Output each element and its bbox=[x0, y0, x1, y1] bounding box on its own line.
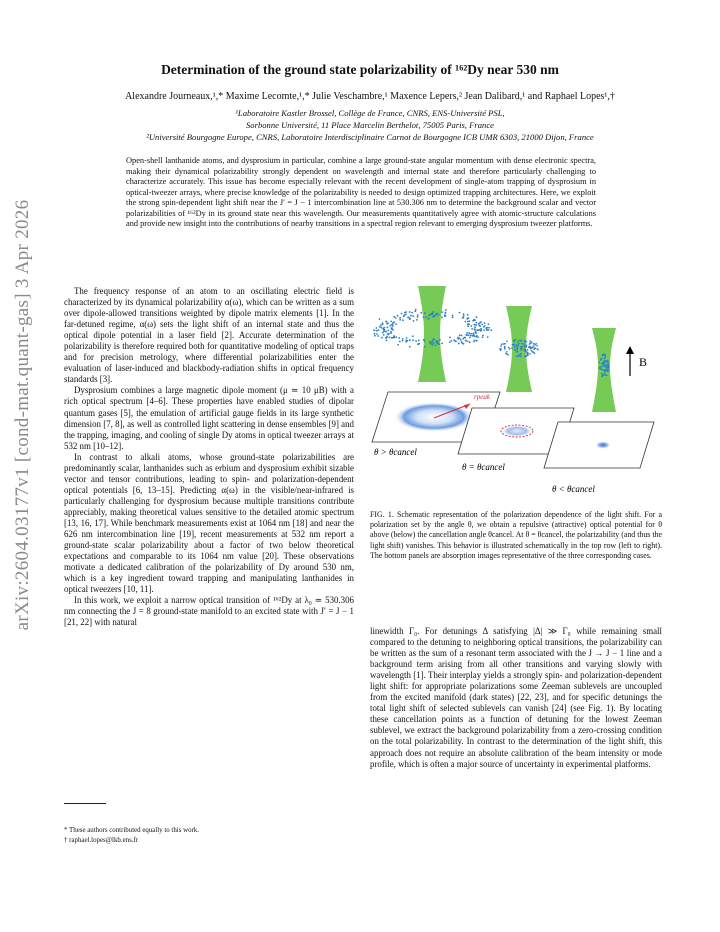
field-arrowhead bbox=[626, 346, 634, 354]
atom-dot bbox=[386, 323, 388, 325]
atom-dot bbox=[517, 344, 519, 346]
atom-dot bbox=[607, 367, 609, 369]
atom-dot bbox=[429, 343, 431, 345]
atom-dot bbox=[424, 312, 426, 314]
atom-dot bbox=[462, 338, 464, 340]
atom-dot bbox=[482, 335, 484, 337]
footnote-rule bbox=[64, 803, 106, 804]
atom-dot bbox=[462, 317, 464, 319]
atom-dot bbox=[433, 315, 435, 317]
atom-dot bbox=[397, 344, 399, 346]
absorption-ring-image bbox=[394, 402, 474, 432]
label-theta-equal: θ = θcancel bbox=[462, 462, 505, 472]
atom-dot bbox=[511, 347, 513, 349]
atom-dot bbox=[529, 346, 531, 348]
footnote-equal-contribution: * These authors contributed equally to this work. bbox=[64, 827, 199, 834]
atom-dot bbox=[514, 349, 516, 351]
atom-dot bbox=[376, 330, 378, 332]
atom-dot bbox=[474, 326, 476, 328]
atom-dot bbox=[395, 323, 397, 325]
atom-dot bbox=[475, 324, 477, 326]
atom-dot bbox=[459, 334, 461, 336]
atom-dot bbox=[417, 316, 419, 318]
atom-dot bbox=[516, 347, 518, 349]
atom-dot bbox=[378, 329, 380, 331]
atom-dot bbox=[387, 330, 389, 332]
atom-dot bbox=[445, 312, 447, 314]
atom-dot bbox=[603, 364, 605, 366]
atom-dot bbox=[525, 347, 527, 349]
atom-dot bbox=[604, 357, 606, 359]
atom-dot bbox=[475, 322, 477, 324]
atom-dot bbox=[607, 360, 609, 362]
atom-dot bbox=[386, 339, 388, 341]
atom-dot bbox=[470, 325, 472, 327]
atom-dot bbox=[515, 345, 517, 347]
atom-dot bbox=[604, 371, 606, 373]
atom-dot bbox=[433, 342, 435, 344]
atom-dot bbox=[409, 346, 411, 348]
atom-dot bbox=[533, 345, 535, 347]
atom-dot bbox=[475, 332, 477, 334]
atom-dot bbox=[486, 327, 488, 329]
atom-dot bbox=[402, 338, 404, 340]
atom-dot bbox=[418, 343, 420, 345]
atom-dot bbox=[599, 361, 601, 363]
atom-dot bbox=[529, 340, 531, 342]
atom-dot bbox=[379, 326, 381, 328]
atom-dot bbox=[467, 314, 469, 316]
paragraph-linewidth: linewidth Γ₀. For detunings Δ satisfying |Δ| ≫ Γ₀ while remaining small compared to the detuning to neighboring optical transitions, the polarizability can be written as the sum of a resonant term associated with the J → J − 1 line and a background term arising from all other transitions and varying slowly with wavelength [1]. Their interplay yields a strongly spin- and polarization-dependent light shift: for appropriate polarizations some Zeeman sublevels are uncoupled from the excited manifold (dark states) [22, 23], and for specific detunings the total light shift of selected sublevels can vanish [24] (see Fig. 1). By locating these cancellation points as a function of detuning for the lowest Zeeman sublevel, we extract the background polarizability from a zero-crossing condition on the total polarizability. In contrast to the determination of the light shift, this approach does not require an absolute calibration of the beam intensity or mode profile, which is often a major source of uncertainty in experimental platforms. bbox=[370, 626, 662, 769]
atom-dot bbox=[471, 328, 473, 330]
atom-dot bbox=[520, 354, 522, 356]
atom-dot bbox=[415, 309, 417, 311]
atom-dot bbox=[606, 374, 608, 376]
absorption-diffuse-image bbox=[501, 425, 533, 437]
atom-dot bbox=[516, 351, 518, 353]
atom-dot bbox=[473, 324, 475, 326]
affiliation-2: ²Université Bourgogne Europe, CNRS, Laboratoire Interdisciplinaire Carnot de Bourgogne ICB UMR 6303, 21000 Dijon, France bbox=[146, 132, 594, 142]
atom-dot bbox=[429, 314, 431, 316]
atom-dot bbox=[458, 343, 460, 345]
atom-dot bbox=[486, 329, 488, 331]
atom-dot bbox=[399, 319, 401, 321]
atom-dot bbox=[466, 334, 468, 336]
atom-dot bbox=[483, 326, 485, 328]
atom-dot bbox=[603, 373, 605, 375]
atom-dot bbox=[506, 340, 508, 342]
atom-dot bbox=[480, 328, 482, 330]
absorption-dense-spot bbox=[595, 441, 611, 449]
atom-dot bbox=[517, 346, 519, 348]
atom-dot bbox=[602, 369, 604, 371]
atom-dot bbox=[405, 314, 407, 316]
atom-dot bbox=[520, 340, 522, 342]
atom-dot bbox=[412, 335, 414, 337]
atom-dot bbox=[409, 339, 411, 341]
atom-dot bbox=[501, 343, 503, 345]
atom-dot bbox=[536, 345, 538, 347]
atom-dot bbox=[376, 333, 378, 335]
atom-dot bbox=[506, 353, 508, 355]
atom-dot bbox=[399, 317, 401, 319]
atom-dot bbox=[474, 329, 476, 331]
atom-dot bbox=[454, 340, 456, 342]
atom-dot bbox=[423, 316, 425, 318]
atom-dot bbox=[602, 374, 604, 376]
atom-dot bbox=[601, 363, 603, 365]
atom-dot bbox=[605, 364, 607, 366]
tweezer-beam-above bbox=[418, 286, 446, 382]
atom-dot bbox=[412, 315, 414, 317]
atom-dot bbox=[389, 325, 391, 327]
atom-dot bbox=[438, 314, 440, 316]
atom-dot bbox=[435, 340, 437, 342]
atom-dot bbox=[412, 339, 414, 341]
atom-dot bbox=[602, 366, 604, 368]
atom-dot bbox=[413, 320, 415, 322]
atom-dot bbox=[436, 312, 438, 314]
atom-dot bbox=[444, 314, 446, 316]
atom-dot bbox=[392, 325, 394, 327]
atom-dot bbox=[383, 327, 385, 329]
atom-dot bbox=[608, 365, 610, 367]
atom-dot bbox=[426, 316, 428, 318]
atom-dot bbox=[515, 339, 517, 341]
atom-dot bbox=[524, 343, 526, 345]
atom-dot bbox=[406, 337, 408, 339]
atom-dot bbox=[470, 335, 472, 337]
atom-dot bbox=[600, 368, 602, 370]
atom-dot bbox=[467, 323, 469, 325]
paper-title: Determination of the ground state polarizability of ¹⁶²Dy near 530 nm bbox=[161, 62, 559, 77]
atom-dot bbox=[484, 322, 486, 324]
atom-dot bbox=[374, 330, 376, 332]
figure-1-caption: FIG. 1. Schematic representation of the polarization dependence of the light shift. For a polarization set by the angle θ, we obtain a repulsive (attractive) optical potential for θ above (below) the cancellation angle θcancel. At θ = θcancel, the polarizability (and thus the light shift) vanishes. This behavior is illustrated schematically in the top row (left to right). The bottom panels are absorption images representative of the three corresponding cases. bbox=[370, 510, 662, 560]
atom-dot bbox=[389, 337, 391, 339]
atom-dot bbox=[603, 353, 605, 355]
atom-dot bbox=[480, 321, 482, 323]
atom-dot bbox=[393, 335, 395, 337]
atom-dot bbox=[520, 346, 522, 348]
figure-1-svg bbox=[362, 284, 662, 502]
atom-dot bbox=[520, 356, 522, 358]
atom-dot bbox=[460, 339, 462, 341]
atom-dot bbox=[526, 345, 528, 347]
atom-dot bbox=[602, 355, 604, 357]
atom-dot bbox=[478, 323, 480, 325]
author-list: Alexandre Journeaux,¹,* Maxime Lecomte,¹,* Julie Veschambre,¹ Maxence Lepers,² Jean Dalibard,¹ and Raphael Lopes¹,† bbox=[125, 91, 615, 102]
atom-dot bbox=[384, 329, 386, 331]
atom-dot bbox=[435, 345, 437, 347]
atom-dot bbox=[461, 335, 463, 337]
atom-dot bbox=[433, 311, 435, 313]
label-theta-above: θ > θcancel bbox=[374, 447, 417, 457]
atom-dot bbox=[469, 337, 471, 339]
atom-dot bbox=[517, 351, 519, 353]
atom-dot bbox=[429, 341, 431, 343]
label-theta-below: θ < θcancel bbox=[552, 484, 595, 494]
atom-dot bbox=[527, 352, 529, 354]
atom-dot bbox=[459, 337, 461, 339]
atom-dot bbox=[411, 312, 413, 314]
atom-dot bbox=[513, 340, 515, 342]
atom-dot bbox=[474, 340, 476, 342]
atom-dot bbox=[397, 315, 399, 317]
atom-dot bbox=[516, 349, 518, 351]
atom-dot bbox=[506, 351, 508, 353]
atom-dot bbox=[466, 332, 468, 334]
atom-dot bbox=[381, 337, 383, 339]
atom-dot bbox=[393, 316, 395, 318]
atom-dot bbox=[529, 343, 531, 345]
atom-dot bbox=[459, 312, 461, 314]
atom-dot bbox=[475, 336, 477, 338]
atom-dot bbox=[600, 359, 602, 361]
atom-dot bbox=[487, 336, 489, 338]
atom-dot bbox=[490, 329, 492, 331]
atom-dot bbox=[420, 312, 422, 314]
atom-dot bbox=[398, 337, 400, 339]
atom-dot bbox=[402, 340, 404, 342]
atom-dot bbox=[601, 373, 603, 375]
atom-dot bbox=[416, 319, 418, 321]
atom-dot bbox=[392, 322, 394, 324]
atom-dot bbox=[380, 324, 382, 326]
atom-dot bbox=[519, 355, 521, 357]
atom-dot bbox=[468, 334, 470, 336]
atom-dot bbox=[391, 327, 393, 329]
atom-dot bbox=[441, 317, 443, 319]
atom-dot bbox=[391, 337, 393, 339]
atom-dot bbox=[466, 318, 468, 320]
atom-dot bbox=[445, 309, 447, 311]
atom-dot bbox=[405, 311, 407, 313]
atom-dot bbox=[607, 370, 609, 372]
atom-dot bbox=[604, 370, 606, 372]
atom-dot bbox=[524, 356, 526, 358]
atom-dot bbox=[390, 331, 392, 333]
atom-dot bbox=[529, 353, 531, 355]
atom-dot bbox=[468, 320, 470, 322]
atom-dot bbox=[477, 336, 479, 338]
atom-dot bbox=[461, 341, 463, 343]
atom-dot bbox=[474, 335, 476, 337]
atom-dot bbox=[513, 344, 515, 346]
atom-dot bbox=[478, 325, 480, 327]
atom-dot bbox=[517, 341, 519, 343]
body-left-column bbox=[64, 286, 354, 628]
atom-dot bbox=[390, 321, 392, 323]
atom-dot bbox=[451, 340, 453, 342]
atom-dot bbox=[386, 336, 388, 338]
atom-dot bbox=[608, 363, 610, 365]
atom-dot bbox=[415, 340, 417, 342]
atom-dot bbox=[517, 356, 519, 358]
footnote-email: † raphael.lopes@lkb.ens.fr bbox=[64, 837, 139, 844]
atom-dot bbox=[377, 335, 379, 337]
atom-dot bbox=[449, 337, 451, 339]
atom-dot bbox=[439, 343, 441, 345]
atom-dot bbox=[476, 340, 478, 342]
atom-dot bbox=[428, 317, 430, 319]
atom-dot bbox=[604, 360, 606, 362]
atom-dot bbox=[500, 349, 502, 351]
atom-dot bbox=[488, 329, 490, 331]
atom-dot bbox=[533, 343, 535, 345]
atom-dot bbox=[382, 323, 384, 325]
atom-dot bbox=[463, 343, 465, 345]
atom-dot bbox=[467, 325, 469, 327]
atom-dot bbox=[503, 343, 505, 345]
atom-dot bbox=[441, 343, 443, 345]
atom-dot bbox=[424, 346, 426, 348]
atom-dot bbox=[376, 327, 378, 329]
atom-dot bbox=[379, 318, 381, 320]
atom-dot bbox=[414, 311, 416, 313]
atom-dot bbox=[374, 335, 376, 337]
atom-dot bbox=[504, 347, 506, 349]
atom-dot bbox=[482, 337, 484, 339]
atom-dot bbox=[385, 321, 387, 323]
affiliation-1-line-2: Sorbonne Université, 11 Place Marcelin Berthelot, 75005 Paris, France bbox=[246, 120, 494, 130]
atom-dot bbox=[521, 343, 523, 345]
atom-dot bbox=[476, 316, 478, 318]
atom-dot bbox=[603, 362, 605, 364]
atom-dot bbox=[452, 316, 454, 318]
atom-dot bbox=[531, 342, 533, 344]
atom-dot bbox=[604, 355, 606, 357]
atom-dot bbox=[464, 337, 466, 339]
atom-dot bbox=[402, 319, 404, 321]
atom-dot bbox=[534, 344, 536, 346]
atom-dot bbox=[395, 317, 397, 319]
atom-dot bbox=[437, 340, 439, 342]
atom-dot bbox=[499, 348, 501, 350]
atom-dot bbox=[488, 323, 490, 325]
atom-dot bbox=[403, 314, 405, 316]
atom-dot bbox=[387, 333, 389, 335]
atom-dot bbox=[533, 351, 535, 353]
atom-dot bbox=[395, 336, 397, 338]
atom-dot bbox=[401, 313, 403, 315]
atom-dot bbox=[522, 349, 524, 351]
atom-dot bbox=[531, 350, 533, 352]
paragraph-dysprosium: Dysprosium combines a large magnetic dipole moment (μ ≃ 10 μB) with a rich optical spectrum [4–6]. These properties have enabled studies of dipolar quantum gases [5], the emulation of artificial gauge fields in its large synthetic dimension [7, 8], as well as controlled light scattering in dense ensembles [9] and the trapping, imaging, and cooling of single Dy atoms in optical tweezer arrays at 532 nm [10–12]. bbox=[64, 385, 354, 451]
atom-dot bbox=[383, 334, 385, 336]
atom-dot bbox=[432, 313, 434, 315]
atom-dot bbox=[508, 347, 510, 349]
atom-dot bbox=[399, 341, 401, 343]
atom-dot bbox=[381, 327, 383, 329]
field-label: B bbox=[639, 355, 648, 369]
atom-dot bbox=[417, 314, 419, 316]
paragraph-this-work: In this work, we exploit a narrow optical transition of ¹⁶²Dy at λ₀ ≃ 530.306 nm connecting the J = 8 ground-state manifold to an excited state with J′ = J − 1 [21, 22] with natural bbox=[64, 595, 354, 628]
atom-dot bbox=[470, 333, 472, 335]
affiliation-1-line-1: ¹Laboratoire Kastler Brossel, Collège de France, CNRS, ENS-Université PSL, bbox=[235, 108, 505, 118]
atom-dot bbox=[601, 358, 603, 360]
body-right-column bbox=[370, 626, 662, 770]
atom-dot bbox=[604, 366, 606, 368]
paragraph-lanthanides: In contrast to alkali atoms, whose ground-state polarizabilities are predominantly scalar, lanthanides such as erbium and dysprosium exhibit sizable vector and tensor contributions, leading to spin- and polarization-dependent optical potentials [6, 13–15]. Predicting α(ω) in the visible/near-infrared is particularly challenging for dysprosium because multiple transitions contribute appreciably, making theoretical values sensitive to the detailed atomic spectrum [13, 16, 17]. While benchmark measurements exist at 1064 nm [18] and near the 626 nm intercombination line [19], recent measurements at 532 nm report a ground-state scalar polarizability about a factor of two below theoretical expectations and comparable to its 1064 nm value [20]. These observations motivate a dedicated calibration of the polarizability of Dy around 530 nm, which is a key ingredient toward trapping and manipulating lanthanides in optical tweezers [10, 11]. bbox=[64, 451, 354, 595]
arxiv-sidebar-stamp bbox=[4, 180, 42, 650]
atom-dot bbox=[472, 320, 474, 322]
atom-dot bbox=[509, 348, 511, 350]
atom-dot bbox=[500, 345, 502, 347]
atom-dot bbox=[374, 333, 376, 335]
atom-dot bbox=[488, 327, 490, 329]
atom-dot bbox=[479, 329, 481, 331]
atom-dot bbox=[431, 344, 433, 346]
figure-1-schematic bbox=[362, 284, 662, 502]
atom-dot bbox=[537, 348, 539, 350]
atom-dot bbox=[522, 343, 524, 345]
atom-dot bbox=[405, 341, 407, 343]
atom-dot bbox=[535, 348, 537, 350]
atom-dot bbox=[431, 342, 433, 344]
atom-dot bbox=[527, 349, 529, 351]
atom-dot bbox=[431, 340, 433, 342]
atom-dot bbox=[408, 317, 410, 319]
atom-dot bbox=[441, 311, 443, 313]
atom-dot bbox=[463, 313, 465, 315]
atom-dot bbox=[525, 350, 527, 352]
atom-dot bbox=[516, 355, 518, 357]
atom-dot bbox=[520, 349, 522, 351]
atom-dot bbox=[410, 315, 412, 317]
atom-dot bbox=[527, 354, 529, 356]
atom-dot bbox=[465, 340, 467, 342]
paragraph-intro: The frequency response of an atom to an oscillating electric field is characterized by its dynamical polarizability α(ω), which can be written as a sum over dipole-allowed transitions weighted by dipole matrix elements [1]. In the far-detuned regime, α(ω) sets the light shift of an internal state and thus the optical dipole potential in a laser field [2]. Accurate determination of the polarizability is therefore required both for quantitative modeling of optical traps and for precision metrology, where differential polarizabilities enter the evaluation of laser-induced and blackbody-radiation shifts in optical frequency standards [3]. bbox=[64, 286, 354, 385]
atom-dot bbox=[483, 329, 485, 331]
atom-dot bbox=[514, 346, 516, 348]
atom-dot bbox=[433, 338, 435, 340]
atom-dot bbox=[532, 347, 534, 349]
atom-dot bbox=[524, 341, 526, 343]
atom-dot bbox=[418, 340, 420, 342]
atom-dot bbox=[386, 326, 388, 328]
atom-dot bbox=[468, 332, 470, 334]
atom-dot bbox=[449, 341, 451, 343]
atom-dot bbox=[382, 332, 384, 334]
atom-dot bbox=[452, 315, 454, 317]
atom-dot bbox=[524, 345, 526, 347]
r-peak-label: rpeak bbox=[474, 393, 490, 401]
abstract: Open-shell lanthanide atoms, and dysprosium in particular, combine a large ground-state angular momentum with dense electronic spectra, making their dynamical polarizability strongly dependent on wavelength and internal state and therefore particularly challenging to characterize accurately. This issue has become especially relevant with the recent development of single-atom trapping of dysprosium in optical-tweezer arrays, where precise knowledge of the polarizability is needed to design optimized trapping architectures. Here, we exploit the strong spin-dependent light shift near the J′ = J − 1 intercombination line at 530.306 nm to determine the background scalar and vector polarizabilities of ¹⁶²Dy in its ground state near this wavelength. Our measurements quantitatively agree with atomic-structure calculations and provide new insight into the contributions of nearby transitions in a spectral region relevant to emerging dysprosium tweezer platforms. bbox=[126, 156, 596, 228]
atom-dot bbox=[439, 339, 441, 341]
atom-dot bbox=[530, 348, 532, 350]
atom-dot bbox=[409, 311, 411, 313]
atom-dot bbox=[385, 331, 387, 333]
atom-dot bbox=[472, 333, 474, 335]
atom-dot bbox=[385, 337, 387, 339]
atom-dot bbox=[524, 349, 526, 351]
atom-dot bbox=[481, 324, 483, 326]
atom-dot bbox=[464, 321, 466, 323]
atom-dot bbox=[526, 341, 528, 343]
atom-dot bbox=[423, 339, 425, 341]
atom-dot bbox=[469, 341, 471, 343]
arxiv-id: arXiv:2604.03177v1 [cond-mat.quant-gas] 3 Apr 2026 bbox=[12, 199, 33, 631]
